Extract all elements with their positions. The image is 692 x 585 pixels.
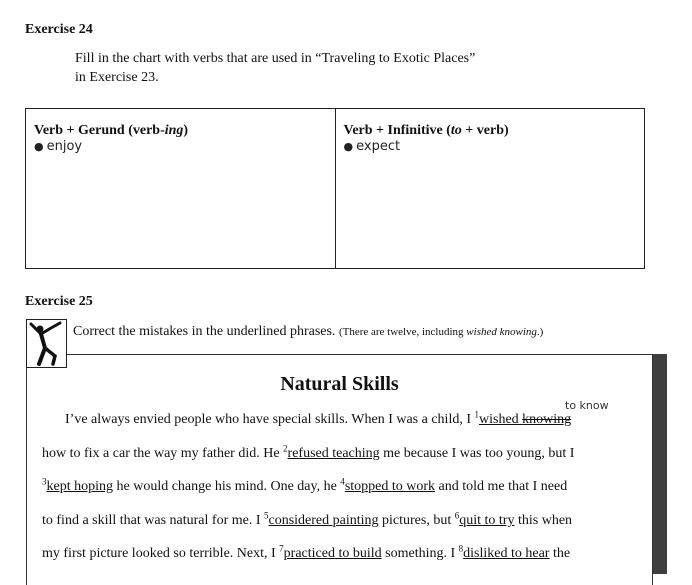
infinitive-item: ● expect <box>343 139 401 154</box>
exercise-24-instruction <box>75 49 475 87</box>
underlined-phrase-1: wished knowing <box>479 412 572 427</box>
essay-box-shadow <box>653 354 667 574</box>
underlined-phrase-5: considered painting <box>268 513 379 528</box>
essay-line-1: I’ve always envied people who have special skills. When I was a child, I $^1$wished knowing <box>65 409 572 427</box>
gerund-item: ● enjoy <box>34 139 83 154</box>
essay-line-4: to find a skill that was natural for me. I $^5$considered painting pictures, but $^6$quit to try this when <box>42 510 573 528</box>
bullet-icon: ● <box>343 140 354 153</box>
underlined-phrase-3: kept hoping <box>46 479 113 494</box>
gerund-column <box>26 109 335 268</box>
underlined-phrase-4: stopped to work <box>344 479 436 494</box>
underlined-phrase-2: refused teaching <box>287 446 380 461</box>
underlined-phrase-6: quit to try <box>459 513 515 528</box>
stretching-figure-icon <box>26 319 67 368</box>
bullet-icon: ● <box>34 140 44 153</box>
verb-chart <box>25 108 645 269</box>
gerund-column-header: Verb + Gerund (verb-ing) <box>34 123 189 138</box>
essay-box <box>26 354 653 585</box>
essay-title: Natural Skills <box>280 373 399 395</box>
exercise-25-title: Exercise 25 <box>25 294 93 309</box>
essay-line-5: my first picture looked so terrible. Next, I $^7$practiced to build something. I $^8$disliked to hear the <box>42 543 571 561</box>
underlined-phrase-7: practiced to build <box>283 546 382 561</box>
infinitive-column <box>335 109 645 268</box>
essay-line-2: how to fix a car the way my father did. He $^2$refused teaching me because I was too young, but I <box>42 443 575 461</box>
infinitive-column-header: Verb + Infinitive (to + verb) <box>343 123 509 138</box>
exercise-25-note: (There are twelve, including wished knowing.) <box>338 326 544 338</box>
instruction-line-2: in Exercise 23. <box>75 70 159 85</box>
essay-line-3: $^3$kept hoping he would change his mind. One day, he $^4$stopped to work and told me that I need <box>42 476 568 494</box>
exercise-25-instruction: Correct the mistakes in the underlined phrases. (There are twelve, including wished knowing.) <box>73 324 544 339</box>
handwritten-correction: to know <box>565 399 609 412</box>
underlined-phrase-8: disliked to hear <box>463 546 550 561</box>
exercise-24-title: Exercise 24 <box>25 22 93 37</box>
instruction-line-1: Fill in the chart with verbs that are used in “Traveling to Exotic Places” <box>75 51 476 66</box>
